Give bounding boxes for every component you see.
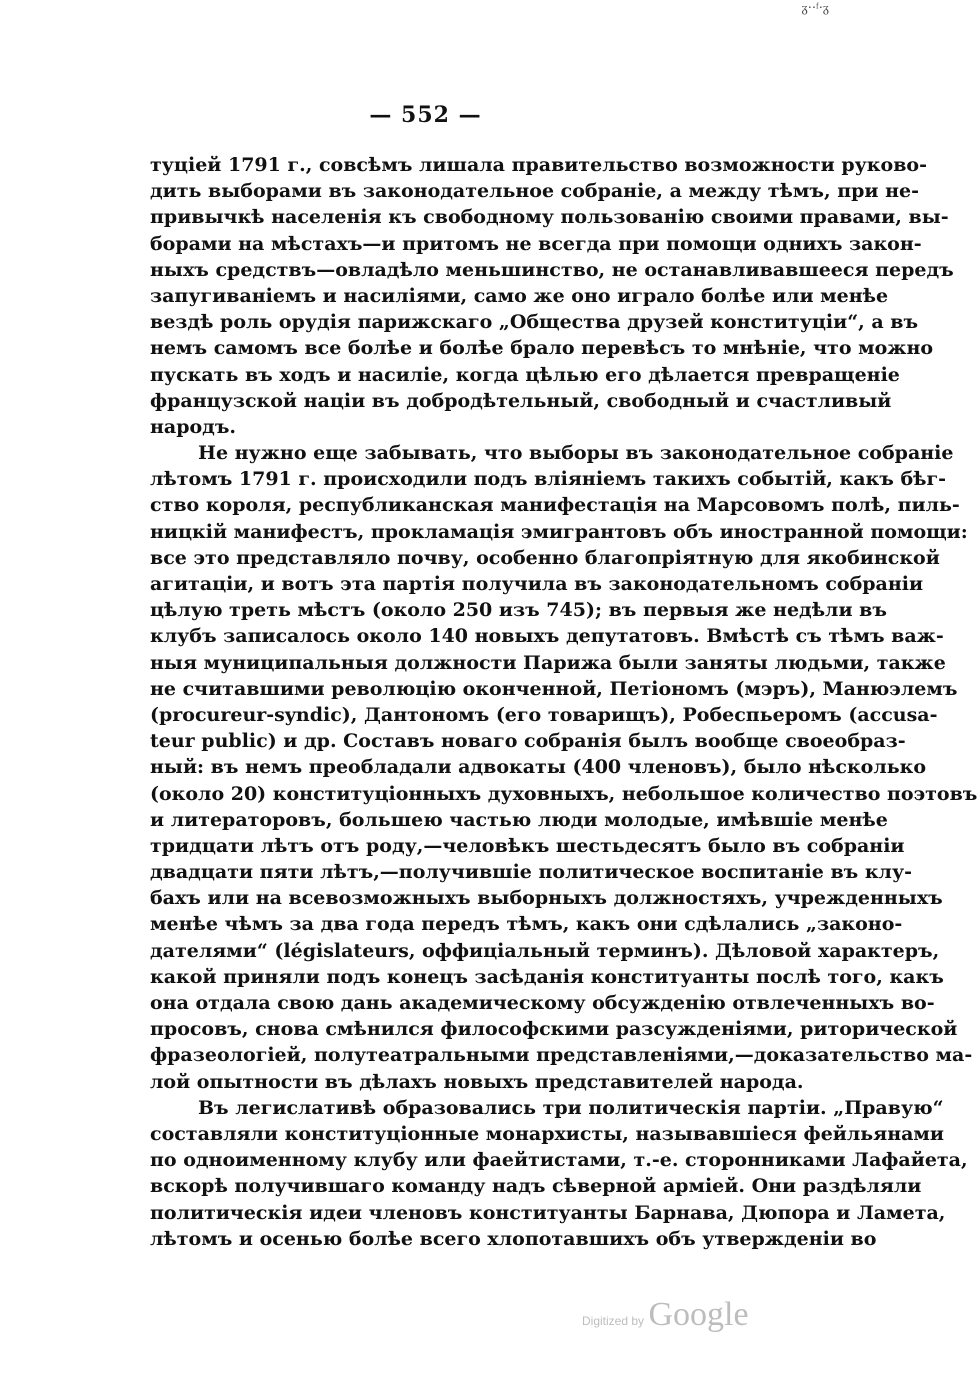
text-line: тридцати лѣтъ отъ роду,—человѣкъ шестьдесятъ было въ собраніи bbox=[150, 834, 905, 857]
text-line: и литераторовъ, большею частью люди молодые, имѣвшіе менѣе bbox=[150, 808, 888, 831]
text-line: пускать въ ходъ и насиліе, когда цѣлью его дѣлается превращеніе bbox=[150, 363, 900, 386]
text-line: по одноименному клубу или фаейтистами, т.-е. сторонниками Лафайета, bbox=[150, 1149, 968, 1172]
text-line: вездѣ роль орудія парижскаго „Общества друзей конституціи“, а въ bbox=[150, 311, 919, 334]
watermark-prefix: Digitized by bbox=[582, 1314, 645, 1328]
google-logo: Google bbox=[648, 1296, 749, 1333]
text-line: бахъ или на всевозможныхъ выборныхъ должностяхъ, учрежденныхъ bbox=[150, 887, 943, 910]
text-line: ный: въ немъ преобладали адвокаты (400 членовъ), было нѣсколько bbox=[150, 756, 927, 779]
text-line: лой опытности въ дѣлахъ новыхъ представителей народа. bbox=[150, 1070, 804, 1093]
text-line: (procureur-syndic), Дантономъ (его товарищъ), Робеспьеромъ (accusa- bbox=[150, 703, 938, 726]
body-text bbox=[150, 152, 977, 1252]
text-line: политическія идеи членовъ конституанты Барнава, Дюпора и Ламета, bbox=[150, 1201, 946, 1224]
text-line: лѣтомъ и осенью болѣе всего хлопотавшихъ объ утвержденіи во bbox=[150, 1227, 877, 1250]
text-line: Въ легислативѣ образовались три политическія партіи. „Правую“ bbox=[198, 1096, 944, 1119]
text-line: ницкій манифестъ, прокламація эмигрантовъ объ иностранной помощи: bbox=[150, 520, 968, 543]
text-line: ныя муниципальныя должности Парижа были заняты людьми, также bbox=[150, 651, 946, 674]
text-line: борами на мѣстахъ—и притомъ не всегда при помощи однихъ закон- bbox=[150, 232, 922, 255]
text-line: ство короля, республиканская манифестація на Марсовомъ полѣ, пиль- bbox=[150, 494, 960, 517]
text-line: клубъ записалось около 140 новыхъ депутатовъ. Вмѣстѣ съ тѣмъ важ- bbox=[150, 625, 944, 648]
text-line: агитаціи, и вотъ эта партія получила въ законодательномъ собраніи bbox=[150, 573, 924, 595]
text-line: туціей 1791 г., совсѣмъ лишала правительство возможности руково- bbox=[150, 154, 927, 176]
text-line: дателями“ (législateurs, оффиціальный терминъ). Дѣловой характеръ, bbox=[150, 939, 940, 962]
text-line: вскорѣ получившаго команду надъ сѣверной арміей. Они раздѣляли bbox=[150, 1175, 922, 1198]
text-line: фразеологіей, полутеатральными представленіями,—доказательство ма- bbox=[150, 1044, 973, 1067]
text-line: не считавшими революцію оконченной, Петіономъ (мэръ), Манюэлемъ bbox=[150, 677, 958, 700]
text-line: дить выборами въ законодательное собраніе, а между тѣмъ, при не- bbox=[150, 180, 919, 203]
corner-mark: ᵹ⋅⋅ᶠ⋅ᵹ bbox=[801, 0, 829, 15]
page-number: — 552 — bbox=[369, 102, 482, 128]
text-line: какой приняли подъ конецъ засѣданія конституанты послѣ того, какъ bbox=[150, 965, 944, 988]
text-line: народъ. bbox=[150, 415, 237, 438]
text-line: французской націи въ добродѣтельный, свободный и счастливый bbox=[150, 389, 892, 412]
text-line: просовъ, снова смѣнился философскими разсужденіями, риторической bbox=[150, 1018, 958, 1041]
text-line: составляли конституціонные монархисты, называвшіеся фейльянами bbox=[150, 1122, 945, 1145]
text-line: лѣтомъ 1791 г. происходили подъ вліяніемъ такихъ событій, какъ бѣг- bbox=[150, 468, 947, 491]
text-line: привычкѣ населенія къ свободному пользованію своими правами, вы- bbox=[150, 206, 949, 229]
text-line: менѣе чѣмъ за два года передъ тѣмъ, какъ они сдѣлались „законо- bbox=[150, 913, 903, 936]
text-line: немъ самомъ все болѣе и болѣе брало перевѣсъ то мнѣніе, что можно bbox=[150, 337, 934, 360]
text-line: teur public) и др. Составъ новаго собранія былъ вообще своеобраз- bbox=[150, 730, 906, 753]
text-line: Не нужно еще забывать, что выборы въ законодательное собраніе bbox=[198, 442, 954, 465]
text-line: она отдала свою дань академическому обсужденію отвлеченныхъ во- bbox=[150, 992, 935, 1014]
text-line: запугиваніемъ и насиліями, само же оно играло болѣе или менѣе bbox=[150, 284, 889, 307]
text-line: (около 20) конституціонныхъ духовныхъ, небольшое количество поэтовъ bbox=[150, 782, 977, 805]
text-line: двадцати пяти лѣтъ,—получившіе политическое воспитаніе въ клу- bbox=[150, 861, 912, 884]
digitized-watermark bbox=[582, 1296, 749, 1334]
text-line: все это представляло почву, особенно благопріятную для якобинской bbox=[150, 546, 940, 569]
text-line: цѣлую треть мѣстъ (около 250 изъ 745); въ первыя же недѣли въ bbox=[150, 599, 887, 622]
text-line: ныхъ средствъ—овладѣло меньшинство, не останавливавшееся передъ bbox=[150, 258, 954, 281]
